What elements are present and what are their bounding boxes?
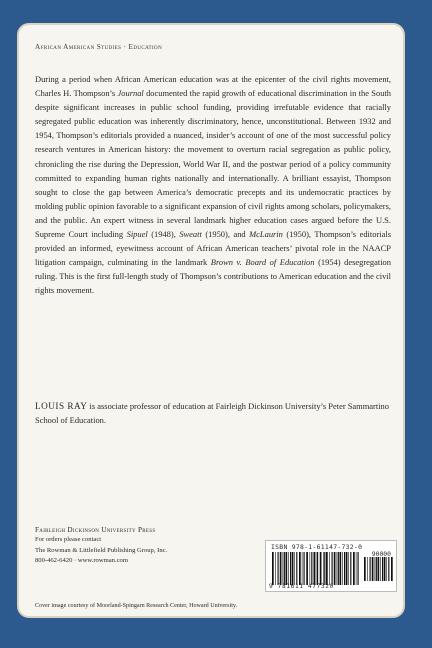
price-code: 90000 xyxy=(371,550,391,558)
barcode-bar xyxy=(311,552,312,585)
barcode-bar xyxy=(294,552,295,585)
barcode-bar xyxy=(342,552,343,585)
barcode-bar xyxy=(364,557,366,581)
barcode-bar xyxy=(280,552,282,585)
barcode-bar xyxy=(299,552,301,585)
barcode-bar xyxy=(326,552,328,585)
barcode-bar xyxy=(334,552,336,585)
barcode-bar xyxy=(290,552,291,585)
publisher-press: Fairleigh Dickinson University Press xyxy=(35,526,156,534)
publisher-distributor: The Rowman & Littlefield Publishing Group, Inc. xyxy=(35,546,168,554)
barcode-bar xyxy=(372,557,374,581)
publisher-orders: For orders please contact xyxy=(35,536,102,544)
barcode-bar xyxy=(304,552,305,585)
barcode-bar xyxy=(323,552,324,585)
barcode-bar xyxy=(283,552,284,585)
barcode-bar xyxy=(367,557,368,581)
publisher-info xyxy=(35,525,167,567)
barcode-bar xyxy=(317,552,318,585)
author-bio xyxy=(35,399,391,427)
cover-image-credit: Cover image courtesy of Moorland-Spingarn Research Center, Howard University. xyxy=(35,603,238,609)
author-name: LOUIS RAY xyxy=(35,401,88,411)
barcode-bar xyxy=(278,552,279,585)
barcode-bar xyxy=(314,552,316,585)
barcode-bar xyxy=(391,557,393,581)
category-label: African American Studies · Education xyxy=(35,43,163,51)
barcode-bar xyxy=(320,552,322,585)
description-italic-title: Sweatt xyxy=(179,229,202,240)
barcode-bar xyxy=(284,552,285,585)
barcode-bar xyxy=(388,557,389,581)
isbn-text: ISBN 978-1-61147-732-0 xyxy=(271,543,363,551)
barcode-bar xyxy=(358,552,359,585)
barcode-bar xyxy=(292,552,294,585)
barcode-bar xyxy=(344,552,345,585)
description-italic-title: Sipuel xyxy=(126,229,148,240)
barcode-bar xyxy=(356,552,357,585)
barcode-bar xyxy=(340,552,342,585)
isbn-barcode xyxy=(265,540,397,592)
barcode-bar xyxy=(384,557,386,581)
barcode-bar xyxy=(329,552,330,585)
barcode-bar xyxy=(353,552,355,585)
barcode-bar xyxy=(316,552,317,585)
barcode-bar xyxy=(386,557,387,581)
barcode-bar xyxy=(380,557,381,581)
barcode-bar xyxy=(375,557,376,581)
barcode-bar xyxy=(337,552,338,585)
barcode-bar xyxy=(288,552,289,585)
description-italic-title: Journal xyxy=(117,88,144,99)
barcode-bar xyxy=(310,552,311,585)
ean-digits: 9 781611 477320 xyxy=(269,583,334,590)
description-text: (1950), and xyxy=(201,229,250,240)
barcode-bar xyxy=(378,557,380,581)
barcode-bar xyxy=(350,552,351,585)
back-cover-panel xyxy=(17,23,405,618)
publisher-contact: 800-462-6420 · www.rowman.com xyxy=(35,557,128,565)
barcode-bar xyxy=(275,552,276,585)
description-italic-title: McLaurin xyxy=(249,229,283,240)
barcode-bar xyxy=(332,552,333,585)
description-italic-title: Brown v. Board of Education xyxy=(210,257,315,268)
description-text: During a period when African American education was at the epicenter of the civil rights movement, Charles H. Thompson’s xyxy=(35,74,391,99)
barcode-bar xyxy=(370,557,371,581)
description-text: (1954) desegregation ruling. This is the first full-length study of Thompson’s contributions to American education and the civil rights movement. xyxy=(35,257,391,296)
barcode-bar xyxy=(296,552,297,585)
barcode-bar xyxy=(302,552,303,585)
barcode-bar xyxy=(286,552,288,585)
book-description xyxy=(35,72,391,298)
barcode-bar xyxy=(348,552,349,585)
description-text: documented the rapid growth of educational discrimination in the South despite significant increases in public school funding, providing irrefutable evidence that racially segregated public education was inherently discriminatory, hence, unconstitutional. Between 1932 and 1954, Thompson’s editorials provided a nuanced, insider’s account of one of the most successful policy research ventures in American history: the movement to overturn racial segregation as public policy, chronicling the rise during the Depression, World War II, and the postwar period of a policy community committed to expanding human rights nationally and internationally. A brilliant essayist, Thompson sought to close the gap between America’s democratic precepts and its undemocratic practices by molding public opinion favorable to a significant expansion of civil rights among scholars, policymakers, and the public. An expert witness in several landmark higher education cases argued before the U.S. Supreme Court including xyxy=(35,88,391,240)
description-text: (1950), Thompson’s editorials provided an informed, eyewitness account of African American teachers’ pivotal role in the NAACP litigation campaign, culminating in the landmark xyxy=(35,229,391,268)
description-text: (1948), xyxy=(147,229,180,240)
barcode-bar xyxy=(382,557,383,581)
author-bio-text: is associate professor of education at Fairleigh Dickinson University’s Peter Sammartino School of Education. xyxy=(35,401,389,426)
barcode-bar xyxy=(346,552,348,585)
barcode-bar xyxy=(324,552,325,585)
barcode-bar xyxy=(272,552,274,585)
barcode-bar xyxy=(376,557,377,581)
barcode-bar xyxy=(306,552,308,585)
barcode-bar xyxy=(338,552,339,585)
